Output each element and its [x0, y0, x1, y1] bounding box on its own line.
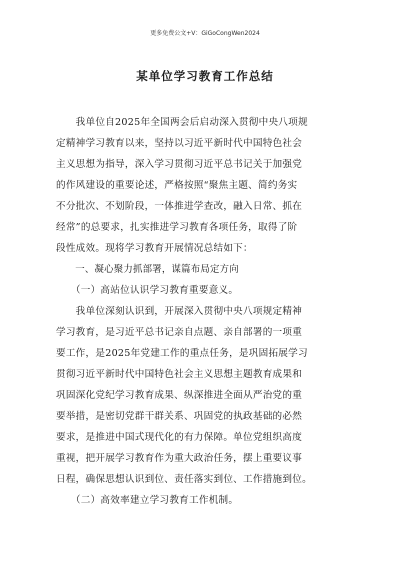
body-line: 我单位深刻认识到，开展深入贯彻中央八项规定精神: [56, 306, 303, 317]
body-line: 主义思想为指导，深入学习贯彻习近平总书记关于加强党: [56, 159, 303, 170]
body-line: 要举措，是密切党群干群关系、巩固党的执政基础的必然: [56, 411, 303, 422]
body-line: 重视，把开展学习教育作为重大政治任务，摆上重要议事: [56, 453, 303, 464]
body-line: 段性成效。现将学习教育开展情况总结如下：: [56, 243, 253, 254]
body-line: 要工作，是2025年党建工作的重点任务，是巩固拓展学习: [56, 348, 308, 359]
body-line: 学习教育，是习近平总书记亲自点题、亲自部署的一项重: [56, 327, 303, 338]
body-line: 巩固深化党纪学习教育成果、纵深推进全面从严治党的重: [56, 390, 303, 401]
body-line: 贯彻习近平新时代中国特色社会主义思想主题教育成果和: [56, 369, 303, 380]
body-line: 要求，是推进中国式现代化的有力保障。单位党组织高度: [56, 432, 303, 443]
body-line: 我单位自2025年全国两会后启动深入贯彻中央八项规: [56, 117, 308, 128]
subsection-heading: （一）高站位认识学习教育重要意义。: [56, 285, 239, 296]
body-line: 的作风建设的重要论述，严格按照“聚焦主题、简约务实: [56, 180, 298, 191]
document-title: 某单位学习教育工作总结: [136, 69, 274, 83]
header-note: 更多免费公文+V：GiGoCongWen2024: [150, 30, 260, 37]
subsection-heading: （二）高效率建立学习教育工作机制。: [56, 495, 239, 506]
section-heading: 一、凝心聚力抓部署，谋篇布局定方向: [56, 264, 239, 275]
body-line: 日程，确保思想认识到位、责任落实到位、工作措施到位。: [56, 474, 312, 485]
body-line: 定精神学习教育以来，坚持以习近平新时代中国特色社会: [56, 138, 303, 149]
body-line: 不分批次、不划阶段，一体推进学查改，融入日常、抓在: [56, 201, 303, 212]
document-body: [56, 112, 354, 511]
body-line: 经常”的总要求，扎实推进学习教育各项任务，取得了阶: [56, 222, 298, 233]
